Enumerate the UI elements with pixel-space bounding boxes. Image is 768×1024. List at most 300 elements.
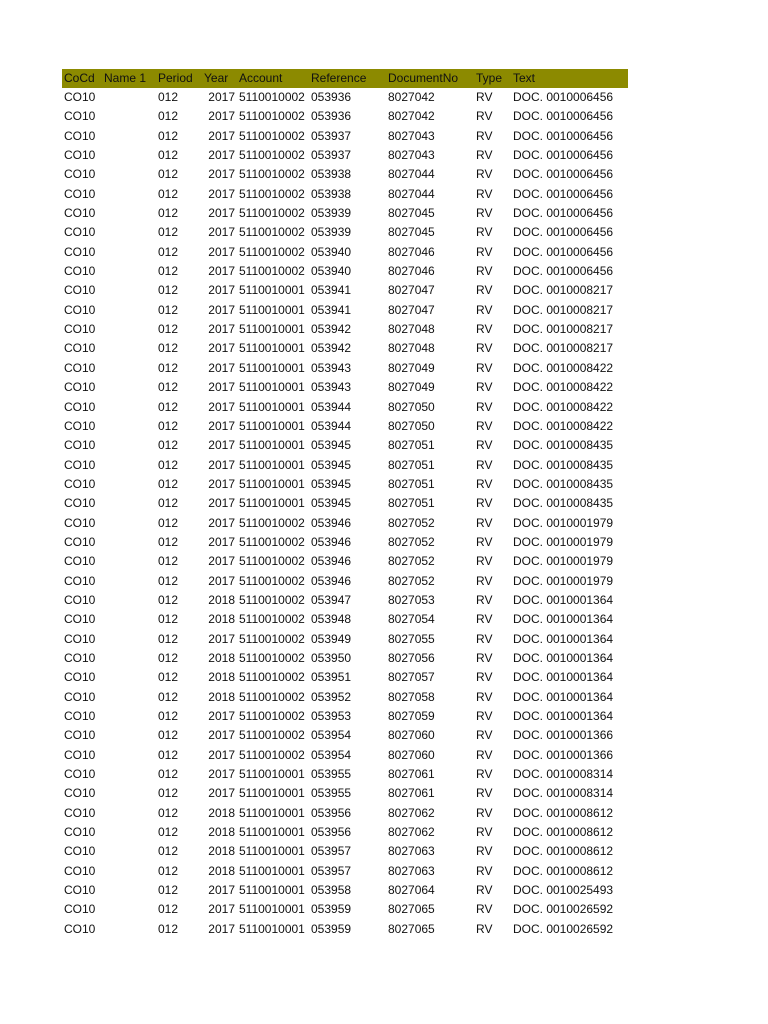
cell-period: 012 <box>158 515 179 530</box>
cell-cocd: CO10 <box>64 360 96 375</box>
cell-cocd: CO10 <box>64 418 96 433</box>
cell-year: 2017 <box>208 515 235 530</box>
cell-name1 <box>102 552 157 571</box>
header-text: Text <box>513 71 536 85</box>
cell-name1 <box>102 281 157 300</box>
table-row <box>62 223 628 242</box>
cell-text: DOC. 0010006456 <box>513 264 614 279</box>
cell-text: DOC. 0010001364 <box>513 650 614 665</box>
cell-period: 012 <box>158 283 179 298</box>
cell-cocd: CO10 <box>64 650 96 665</box>
cell-name1 <box>102 746 157 765</box>
table-row <box>62 765 628 784</box>
cell-documentno: 8027051 <box>388 476 435 491</box>
cell-year: 2017 <box>208 380 235 395</box>
cell-documentno: 8027063 <box>388 863 435 878</box>
cell-period: 012 <box>158 863 179 878</box>
table-header-row <box>62 69 628 88</box>
cell-cocd: CO10 <box>64 902 96 917</box>
cell-type: RV <box>476 399 493 414</box>
cell-type: RV <box>476 612 493 627</box>
cell-reference: 053946 <box>311 534 352 549</box>
cell-period: 012 <box>158 612 179 627</box>
table-body <box>62 88 628 939</box>
cell-period: 012 <box>158 921 179 936</box>
cell-name1 <box>102 707 157 726</box>
cell-name1 <box>102 688 157 707</box>
table-row <box>62 630 628 649</box>
cell-year: 2017 <box>208 709 235 723</box>
cell-year: 2017 <box>208 264 235 279</box>
header-reference: Reference <box>311 71 367 85</box>
table-row <box>62 881 628 900</box>
table-row <box>62 707 628 726</box>
cell-text: DOC. 0010001366 <box>513 728 614 743</box>
cell-account: 5110010001 <box>239 786 305 801</box>
cell-name1 <box>102 436 157 455</box>
cell-type: RV <box>476 554 493 569</box>
cell-year: 2018 <box>208 592 235 607</box>
cell-documentno: 8027059 <box>388 709 435 723</box>
cell-period: 012 <box>158 476 179 491</box>
cell-documentno: 8027051 <box>388 438 435 453</box>
cell-documentno: 8027046 <box>388 244 435 259</box>
table-row <box>62 572 628 591</box>
cell-year: 2017 <box>208 399 235 414</box>
table-row <box>62 610 628 629</box>
cell-name1 <box>102 494 157 513</box>
cell-period: 012 <box>158 148 179 163</box>
cell-reference: 053943 <box>311 380 352 395</box>
cell-documentno: 8027060 <box>388 747 435 762</box>
cell-cocd: CO10 <box>64 302 96 317</box>
cell-period: 012 <box>158 360 179 375</box>
cell-type: RV <box>476 592 493 607</box>
cell-type: RV <box>476 186 493 201</box>
cell-documentno: 8027061 <box>388 767 435 782</box>
cell-reference: 053944 <box>311 399 352 414</box>
cell-year: 2017 <box>208 244 235 259</box>
cell-text: DOC. 0010001366 <box>513 747 614 762</box>
cell-reference: 053940 <box>311 264 352 279</box>
cell-year: 2017 <box>208 728 235 743</box>
cell-cocd: CO10 <box>64 863 96 878</box>
cell-reference: 053955 <box>311 767 352 782</box>
header-documentno: DocumentNo <box>388 71 459 85</box>
cell-cocd: CO10 <box>64 767 96 782</box>
cell-type: RV <box>476 825 493 840</box>
cell-documentno: 8027047 <box>388 302 435 317</box>
cell-period: 012 <box>158 457 179 472</box>
table-row <box>62 726 628 745</box>
header-cocd: CoCd <box>64 71 95 85</box>
cell-name1 <box>102 765 157 784</box>
cell-documentno: 8027052 <box>388 554 435 569</box>
cell-documentno: 8027042 <box>388 90 435 104</box>
cell-name1 <box>102 378 157 397</box>
cell-text: DOC. 0010006456 <box>513 109 614 124</box>
cell-year: 2017 <box>208 109 235 124</box>
cell-account: 5110010002 <box>239 515 305 530</box>
cell-text: DOC. 0010008422 <box>513 399 614 414</box>
cell-type: RV <box>476 341 493 356</box>
cell-text: DOC. 0010008435 <box>513 496 614 511</box>
cell-period: 012 <box>158 109 179 124</box>
cell-cocd: CO10 <box>64 631 96 646</box>
cell-year: 2017 <box>208 167 235 182</box>
cell-account: 5110010002 <box>239 264 305 279</box>
cell-documentno: 8027043 <box>388 128 435 143</box>
cell-period: 012 <box>158 728 179 743</box>
cell-type: RV <box>476 921 493 936</box>
cell-period: 012 <box>158 825 179 840</box>
cell-documentno: 8027047 <box>388 283 435 298</box>
cell-period: 012 <box>158 631 179 646</box>
cell-documentno: 8027042 <box>388 109 435 124</box>
cell-cocd: CO10 <box>64 728 96 743</box>
cell-reference: 053945 <box>311 438 352 453</box>
cell-name1 <box>102 900 157 919</box>
cell-account: 5110010001 <box>239 496 305 511</box>
cell-account: 5110010001 <box>239 767 305 782</box>
cell-cocd: CO10 <box>64 709 96 723</box>
cell-text: DOC. 0010001364 <box>513 709 614 723</box>
cell-text: DOC. 0010001979 <box>513 554 614 569</box>
cell-text: DOC. 0010008217 <box>513 341 614 356</box>
cell-period: 012 <box>158 844 179 859</box>
cell-year: 2018 <box>208 844 235 859</box>
cell-name1 <box>102 920 157 939</box>
cell-name1 <box>102 533 157 552</box>
cell-reference: 053958 <box>311 883 352 898</box>
cell-year: 2017 <box>208 360 235 375</box>
cell-type: RV <box>476 534 493 549</box>
cell-text: DOC. 0010008217 <box>513 283 614 298</box>
cell-period: 012 <box>158 167 179 182</box>
cell-account: 5110010001 <box>239 322 305 337</box>
cell-cocd: CO10 <box>64 496 96 511</box>
table-row <box>62 436 628 455</box>
cell-account: 5110010001 <box>239 341 305 356</box>
cell-text: DOC. 0010008314 <box>513 767 614 782</box>
cell-documentno: 8027045 <box>388 225 435 240</box>
table-row <box>62 900 628 919</box>
cell-documentno: 8027049 <box>388 380 435 395</box>
cell-year: 2017 <box>208 322 235 337</box>
cell-text: DOC. 0010006456 <box>513 128 614 143</box>
cell-name1 <box>102 417 157 436</box>
cell-account: 5110010001 <box>239 805 305 820</box>
cell-documentno: 8027065 <box>388 921 435 936</box>
cell-name1 <box>102 398 157 417</box>
cell-year: 2018 <box>208 612 235 627</box>
cell-account: 5110010001 <box>239 283 305 298</box>
cell-text: DOC. 0010008435 <box>513 457 614 472</box>
table-row <box>62 146 628 165</box>
table-row <box>62 398 628 417</box>
cell-cocd: CO10 <box>64 206 96 221</box>
cell-name1 <box>102 262 157 281</box>
cell-text: DOC. 0010001364 <box>513 592 614 607</box>
cell-name1 <box>102 243 157 262</box>
table-row <box>62 920 628 939</box>
cell-year: 2017 <box>208 283 235 298</box>
cell-type: RV <box>476 206 493 221</box>
table-row <box>62 842 628 861</box>
cell-cocd: CO10 <box>64 476 96 491</box>
cell-type: RV <box>476 515 493 530</box>
cell-type: RV <box>476 360 493 375</box>
cell-cocd: CO10 <box>64 438 96 453</box>
cell-year: 2017 <box>208 90 235 104</box>
cell-reference: 053957 <box>311 844 352 859</box>
table-row <box>62 804 628 823</box>
cell-cocd: CO10 <box>64 283 96 298</box>
cell-text: DOC. 0010008314 <box>513 786 614 801</box>
cell-name1 <box>102 610 157 629</box>
cell-cocd: CO10 <box>64 148 96 163</box>
cell-reference: 053946 <box>311 573 352 588</box>
cell-reference: 053938 <box>311 186 352 201</box>
cell-name1 <box>102 223 157 242</box>
cell-reference: 053946 <box>311 554 352 569</box>
cell-reference: 053942 <box>311 341 352 356</box>
cell-cocd: CO10 <box>64 825 96 840</box>
cell-reference: 053954 <box>311 747 352 762</box>
cell-cocd: CO10 <box>64 612 96 627</box>
table-row <box>62 417 628 436</box>
table-row <box>62 823 628 842</box>
cell-account: 5110010002 <box>239 650 305 665</box>
cell-year: 2018 <box>208 825 235 840</box>
cell-cocd: CO10 <box>64 844 96 859</box>
cell-account: 5110010001 <box>239 399 305 414</box>
cell-documentno: 8027062 <box>388 825 435 840</box>
cell-text: DOC. 0010008612 <box>513 805 614 820</box>
table-row <box>62 533 628 552</box>
cell-cocd: CO10 <box>64 457 96 472</box>
cell-reference: 053936 <box>311 109 352 124</box>
cell-cocd: CO10 <box>64 747 96 762</box>
table-row <box>62 688 628 707</box>
cell-type: RV <box>476 767 493 782</box>
cell-account: 5110010002 <box>239 689 305 704</box>
cell-documentno: 8027044 <box>388 167 435 182</box>
cell-cocd: CO10 <box>64 689 96 704</box>
table-row <box>62 552 628 571</box>
table-row <box>62 107 628 126</box>
cell-year: 2018 <box>208 805 235 820</box>
cell-text: DOC. 0010008612 <box>513 844 614 859</box>
cell-account: 5110010001 <box>239 302 305 317</box>
cell-year: 2018 <box>208 670 235 685</box>
cell-year: 2017 <box>208 921 235 936</box>
cell-name1 <box>102 881 157 900</box>
table-row <box>62 456 628 475</box>
cell-text: DOC. 0010006456 <box>513 186 614 201</box>
cell-documentno: 8027052 <box>388 534 435 549</box>
cell-text: DOC. 0010006456 <box>513 244 614 259</box>
cell-name1 <box>102 456 157 475</box>
cell-text: DOC. 0010001979 <box>513 534 614 549</box>
cell-reference: 053941 <box>311 283 352 298</box>
cell-reference: 053956 <box>311 825 352 840</box>
cell-cocd: CO10 <box>64 786 96 801</box>
cell-name1 <box>102 165 157 184</box>
cell-period: 012 <box>158 670 179 685</box>
cell-name1 <box>102 862 157 881</box>
cell-text: DOC. 0010008217 <box>513 322 614 337</box>
cell-reference: 053945 <box>311 476 352 491</box>
header-year: Year <box>204 71 229 85</box>
cell-account: 5110010001 <box>239 457 305 472</box>
cell-account: 5110010002 <box>239 148 305 163</box>
cell-name1 <box>102 320 157 339</box>
cell-account: 5110010002 <box>239 109 305 124</box>
cell-cocd: CO10 <box>64 264 96 279</box>
cell-text: DOC. 0010008612 <box>513 863 614 878</box>
cell-reference: 053955 <box>311 786 352 801</box>
cell-reference: 053957 <box>311 863 352 878</box>
table-row <box>62 591 628 610</box>
cell-year: 2017 <box>208 457 235 472</box>
cell-documentno: 8027045 <box>388 206 435 221</box>
cell-period: 012 <box>158 302 179 317</box>
cell-period: 012 <box>158 805 179 820</box>
cell-cocd: CO10 <box>64 592 96 607</box>
table-row <box>62 668 628 687</box>
cell-year: 2017 <box>208 883 235 898</box>
cell-account: 5110010002 <box>239 554 305 569</box>
cell-documentno: 8027050 <box>388 418 435 433</box>
table-row <box>62 320 628 339</box>
cell-type: RV <box>476 438 493 453</box>
cell-account: 5110010001 <box>239 883 305 898</box>
cell-type: RV <box>476 709 493 723</box>
cell-period: 012 <box>158 418 179 433</box>
cell-text: DOC. 0010001364 <box>513 670 614 685</box>
cell-account: 5110010002 <box>239 670 305 685</box>
cell-documentno: 8027048 <box>388 341 435 356</box>
table-row <box>62 204 628 223</box>
cell-documentno: 8027065 <box>388 902 435 917</box>
cell-text: DOC. 0010006456 <box>513 206 614 221</box>
cell-type: RV <box>476 244 493 259</box>
cell-text: DOC. 0010006456 <box>513 225 614 240</box>
cell-name1 <box>102 301 157 320</box>
cell-text: DOC. 0010001364 <box>513 612 614 627</box>
cell-period: 012 <box>158 438 179 453</box>
cell-account: 5110010001 <box>239 360 305 375</box>
table-row <box>62 301 628 320</box>
cell-text: DOC. 0010006456 <box>513 148 614 163</box>
cell-cocd: CO10 <box>64 573 96 588</box>
cell-reference: 053956 <box>311 805 352 820</box>
cell-name1 <box>102 726 157 745</box>
cell-type: RV <box>476 670 493 685</box>
cell-account: 5110010002 <box>239 592 305 607</box>
cell-reference: 053944 <box>311 418 352 433</box>
cell-reference: 053952 <box>311 689 352 704</box>
cell-account: 5110010001 <box>239 902 305 917</box>
cell-account: 5110010001 <box>239 921 305 936</box>
cell-year: 2017 <box>208 767 235 782</box>
cell-type: RV <box>476 148 493 163</box>
cell-text: DOC. 0010001979 <box>513 515 614 530</box>
cell-type: RV <box>476 418 493 433</box>
cell-period: 012 <box>158 786 179 801</box>
cell-documentno: 8027064 <box>388 883 435 898</box>
cell-name1 <box>102 591 157 610</box>
cell-reference: 053941 <box>311 302 352 317</box>
cell-reference: 053951 <box>311 670 352 685</box>
cell-type: RV <box>476 805 493 820</box>
cell-year: 2017 <box>208 438 235 453</box>
cell-name1 <box>102 842 157 861</box>
cell-name1 <box>102 359 157 378</box>
cell-year: 2017 <box>208 225 235 240</box>
cell-year: 2017 <box>208 554 235 569</box>
cell-type: RV <box>476 631 493 646</box>
cell-name1 <box>102 649 157 668</box>
cell-reference: 053940 <box>311 244 352 259</box>
cell-documentno: 8027054 <box>388 612 435 627</box>
table-row <box>62 514 628 533</box>
cell-year: 2017 <box>208 573 235 588</box>
cell-type: RV <box>476 225 493 240</box>
cell-year: 2017 <box>208 786 235 801</box>
cell-period: 012 <box>158 399 179 414</box>
cell-type: RV <box>476 264 493 279</box>
cell-period: 012 <box>158 883 179 898</box>
cell-reference: 053948 <box>311 612 352 627</box>
table-row <box>62 378 628 397</box>
cell-reference: 053937 <box>311 128 352 143</box>
cell-type: RV <box>476 689 493 704</box>
cell-period: 012 <box>158 128 179 143</box>
cell-cocd: CO10 <box>64 167 96 182</box>
cell-year: 2018 <box>208 650 235 665</box>
table-row <box>62 746 628 765</box>
cell-period: 012 <box>158 767 179 782</box>
table-row <box>62 339 628 358</box>
cell-documentno: 8027050 <box>388 399 435 414</box>
cell-documentno: 8027063 <box>388 844 435 859</box>
cell-year: 2017 <box>208 476 235 491</box>
cell-type: RV <box>476 844 493 859</box>
cell-type: RV <box>476 283 493 298</box>
cell-documentno: 8027051 <box>388 496 435 511</box>
cell-text: DOC. 0010001364 <box>513 631 614 646</box>
table-row <box>62 127 628 146</box>
cell-cocd: CO10 <box>64 109 96 124</box>
cell-type: RV <box>476 322 493 337</box>
cell-text: DOC. 0010025493 <box>513 883 614 898</box>
document-table <box>62 69 628 939</box>
cell-account: 5110010002 <box>239 225 305 240</box>
cell-documentno: 8027053 <box>388 592 435 607</box>
cell-period: 012 <box>158 206 179 221</box>
cell-cocd: CO10 <box>64 225 96 240</box>
table-row <box>62 185 628 204</box>
table-row <box>62 281 628 300</box>
cell-account: 5110010002 <box>239 709 305 723</box>
cell-cocd: CO10 <box>64 883 96 898</box>
cell-reference: 053938 <box>311 167 352 182</box>
cell-cocd: CO10 <box>64 244 96 259</box>
cell-reference: 053949 <box>311 631 352 646</box>
cell-documentno: 8027058 <box>388 689 435 704</box>
